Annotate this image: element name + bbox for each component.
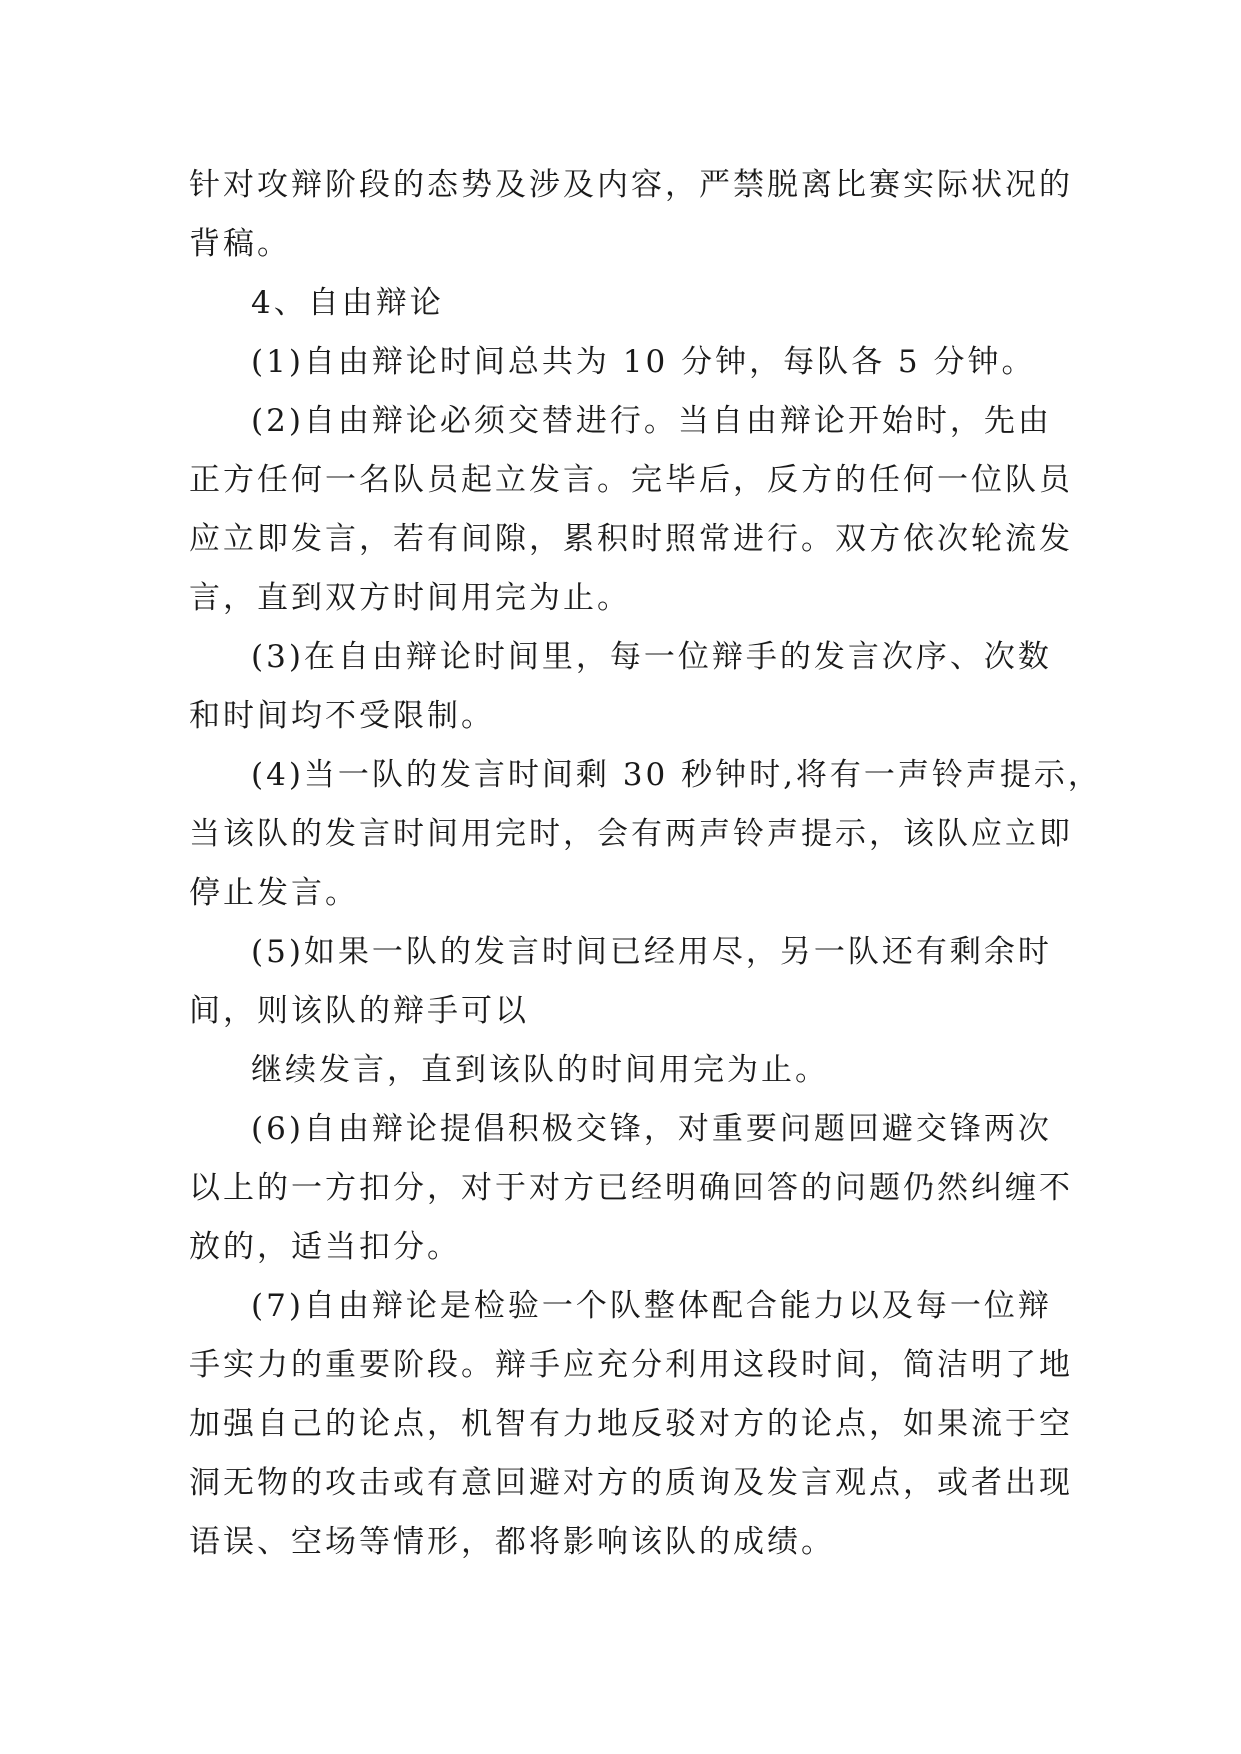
text-line: 放的，适当扣分。 [189, 1229, 461, 1265]
text-line: 正方任何一名队员起立发言。完毕后，反方的任何一位队员 [189, 462, 1073, 498]
text-line: (5)如果一队的发言时间已经用尽，另一队还有剩余时 [251, 934, 1052, 970]
text-line: 4、自由辩论 [251, 285, 444, 321]
text-line: 针对攻辩阶段的态势及涉及内容，严禁脱离比赛实际状况的 [189, 167, 1073, 203]
text-line: (4)当一队的发言时间剩 30 秒钟时,将有一声铃声提示， [251, 757, 1102, 793]
body-text [189, 156, 1102, 1572]
text-line: 应立即发言，若有间隙，累积时照常进行。双方依次轮流发 [189, 521, 1073, 557]
text-line: (1)自由辩论时间总共为 10 分钟，每队各 5 分钟。 [251, 344, 1036, 380]
text-line: 和时间均不受限制。 [189, 698, 495, 734]
text-line: 语误、空场等情形，都将影响该队的成绩。 [189, 1524, 835, 1560]
text-line: 当该队的发言时间用完时，会有两声铃声提示，该队应立即 [189, 816, 1073, 852]
text-line: (6)自由辩论提倡积极交锋，对重要问题回避交锋两次 [251, 1111, 1052, 1147]
text-line: 洞无物的攻击或有意回避对方的质询及发言观点，或者出现 [189, 1465, 1073, 1501]
text-line: 背稿。 [189, 226, 291, 262]
text-line: (7)自由辩论是检验一个队整体配合能力以及每一位辩 [251, 1288, 1052, 1324]
text-line: 间，则该队的辩手可以 [189, 993, 529, 1029]
text-line: 加强自己的论点，机智有力地反驳对方的论点，如果流于空 [189, 1406, 1073, 1442]
text-line: (2)自由辩论必须交替进行。当自由辩论开始时，先由 [251, 403, 1052, 439]
text-line: (3)在自由辩论时间里，每一位辩手的发言次序、次数 [251, 639, 1052, 675]
text-line: 以上的一方扣分，对于对方已经明确回答的问题仍然纠缠不 [189, 1170, 1073, 1206]
text-line: 继续发言，直到该队的时间用完为止。 [251, 1052, 829, 1088]
text-line: 停止发言。 [189, 875, 359, 911]
text-line: 手实力的重要阶段。辩手应充分利用这段时间，简洁明了地 [189, 1347, 1073, 1383]
text-line: 言，直到双方时间用完为止。 [189, 580, 631, 616]
